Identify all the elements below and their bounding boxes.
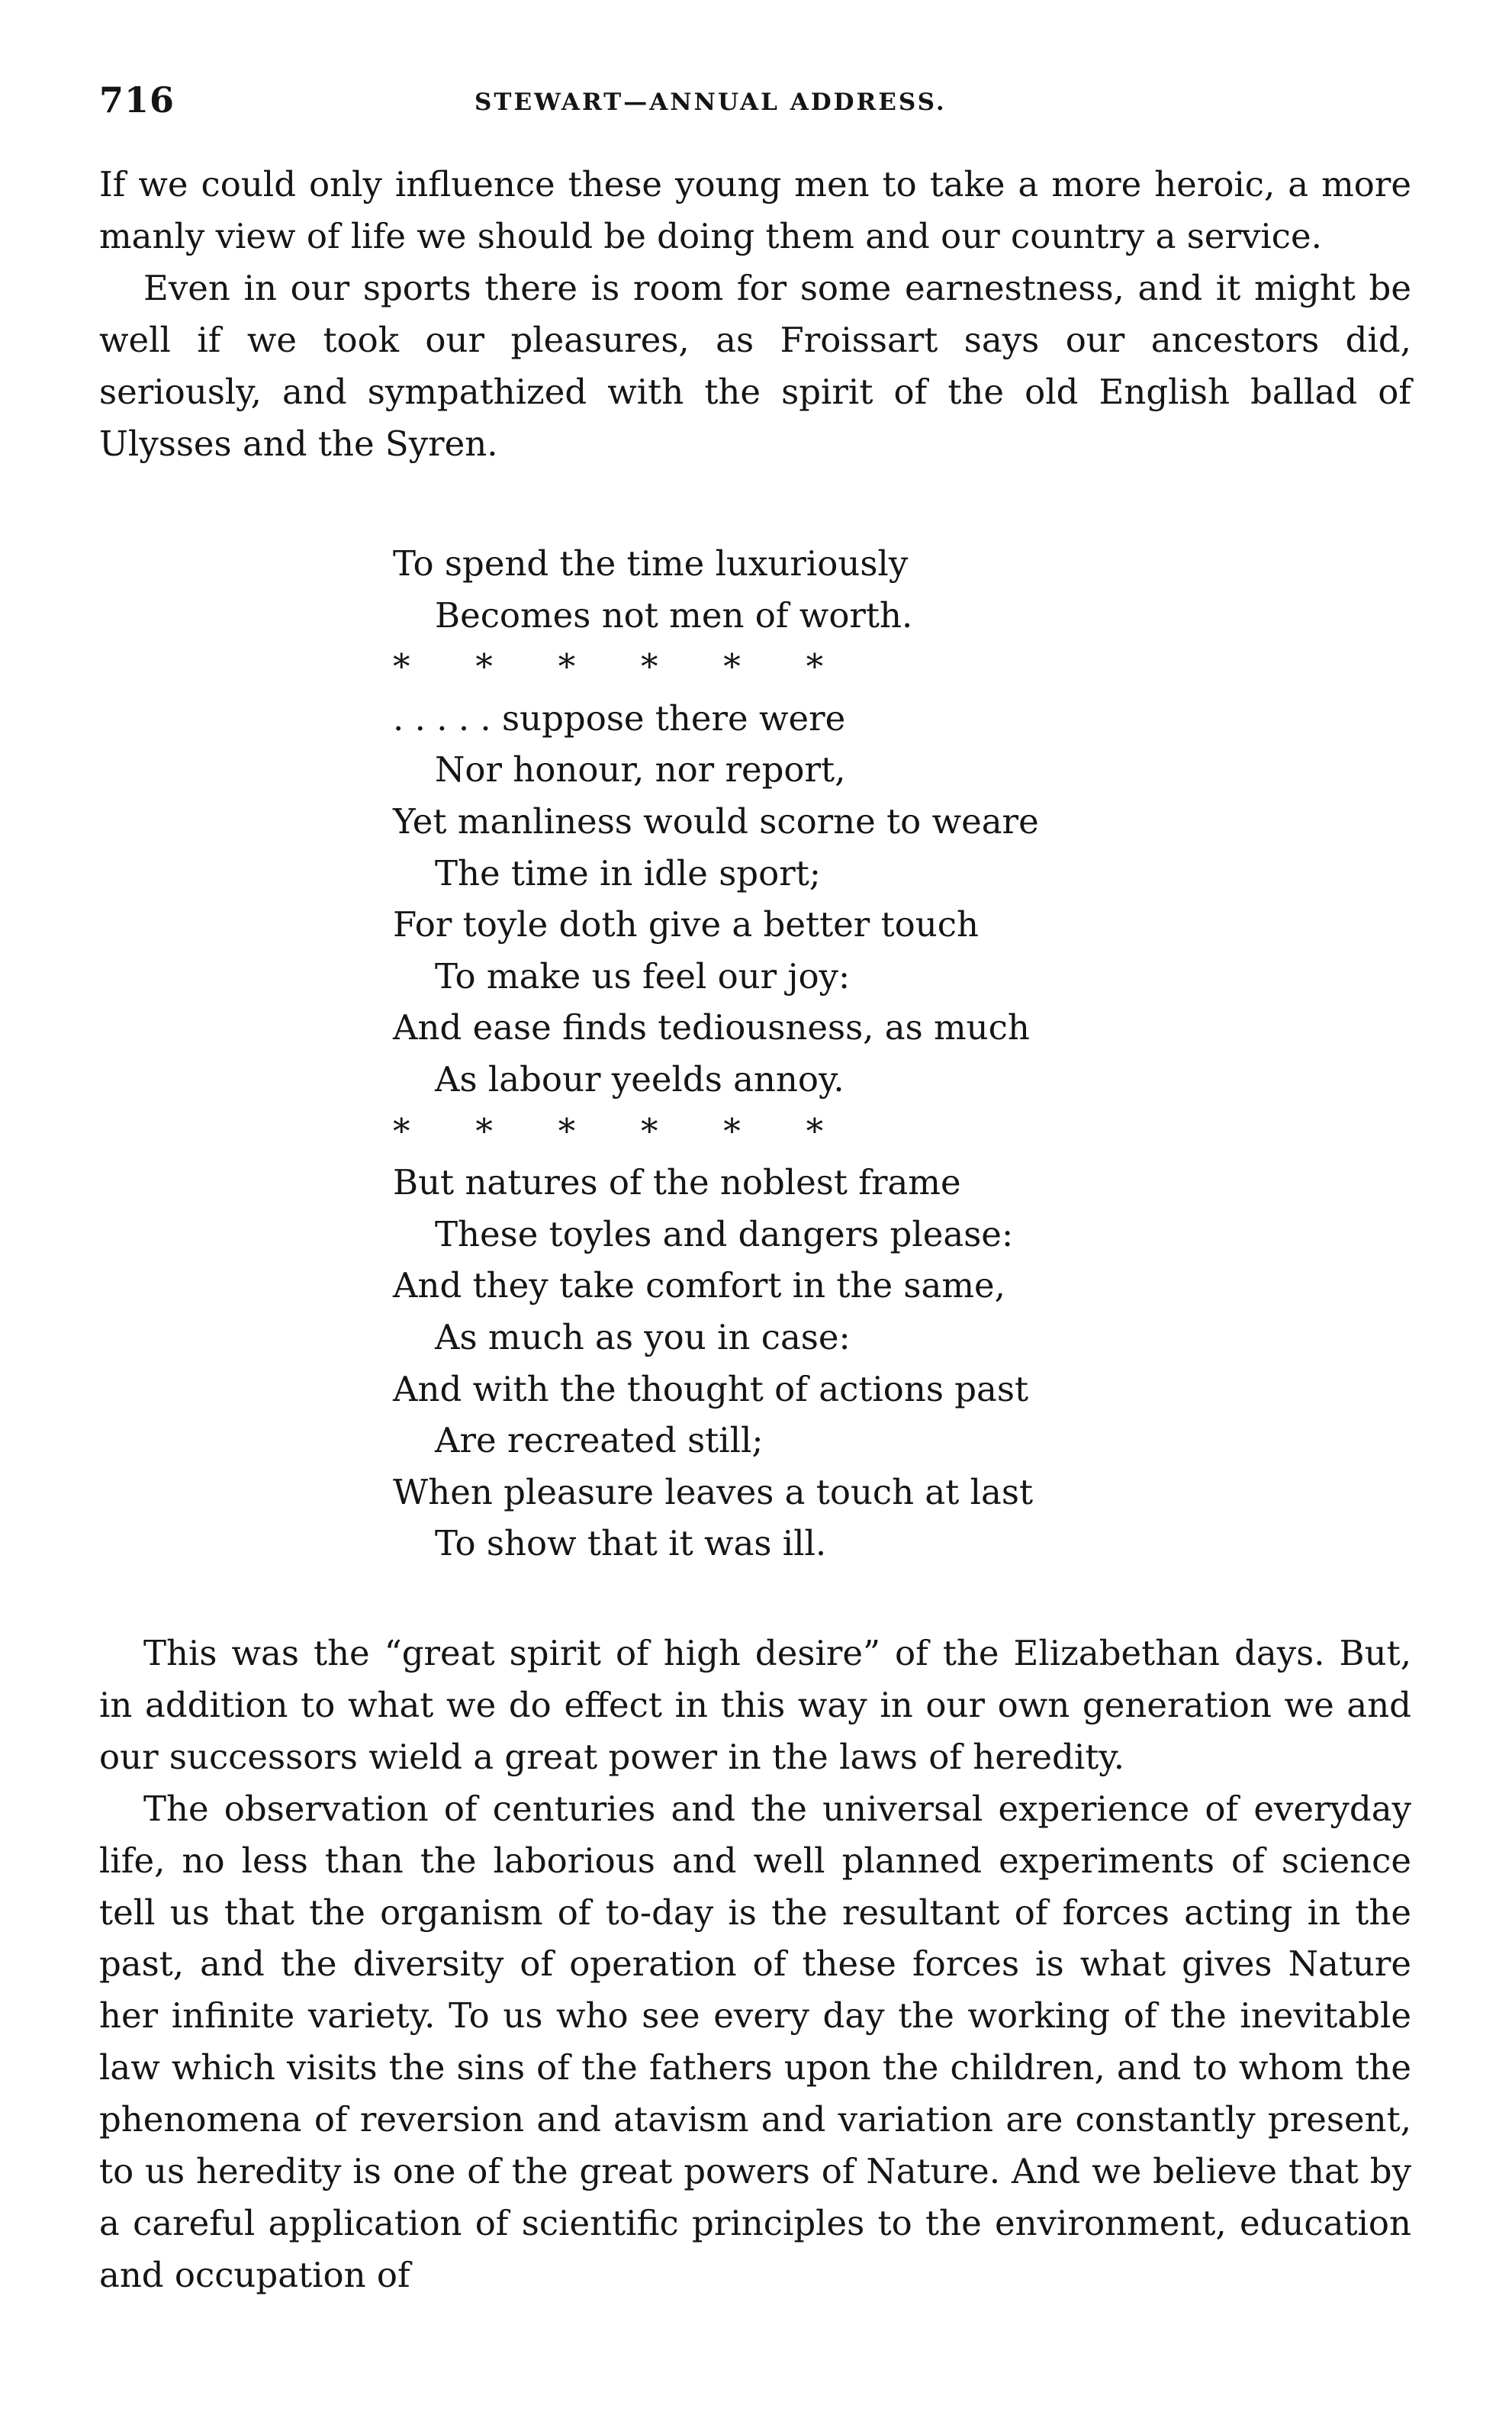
verse-line: For toyle doth give a better touch — [393, 904, 979, 945]
verse-line: The time in idle sport; — [435, 852, 821, 894]
verse-line: To spend the time luxuriously — [393, 543, 909, 584]
page-number: 716 — [99, 79, 175, 121]
verse-line: When pleasure leaves a touch at last — [393, 1471, 1034, 1512]
ballad-quotation — [393, 538, 1232, 1570]
verse-line: Becomes not men of worth. — [435, 594, 913, 636]
closing-paragraphs — [99, 1628, 1411, 2301]
paragraph: This was the “great spirit of high desire” of the Elizabethan days. But, in addition to what we do effect in this way in our own generation we and our successors wield a great power in the laws of heredity. — [99, 1633, 1411, 1777]
verse-line: . . . . . suppose there were — [393, 697, 846, 739]
verse-line: Nor honour, nor report, — [435, 749, 846, 791]
verse-line: As much as you in case: — [435, 1316, 851, 1357]
asterisk-separator: * * * * * * — [393, 1110, 824, 1151]
verse-line: To make us feel our joy: — [435, 955, 851, 997]
verse-line: Are recreated still; — [435, 1420, 764, 1461]
verse-line: As labour yeelds annoy. — [435, 1058, 844, 1100]
paragraph: If we could only influence these young men to take a more heroic, a more manly view of life we should be doing them and our country a service. — [99, 164, 1411, 256]
opening-paragraphs — [99, 159, 1411, 470]
verse-line: These toyles and dangers please: — [435, 1213, 1014, 1254]
verse-line: And they take comfort in the same, — [393, 1265, 1005, 1306]
verse-line: And with the thought of actions past — [393, 1368, 1029, 1409]
verse-line: Yet manliness would scorne to weare — [393, 800, 1039, 842]
paragraph: Even in our sports there is room for some earnestness, and it might be well if we took our pleasures, as Froissart says our ancestors did, seriously, and sympathized with the spirit of the old English ballad of Ulysses and the Syren. — [99, 268, 1411, 464]
verse-line: And ease finds tediousness, as much — [393, 1007, 1030, 1048]
verse-line: To show that it was ill. — [435, 1523, 827, 1564]
paragraph: The observation of centuries and the universal experience of everyday life, no less than the laborious and well planned experiments of science tell us that the organism of to-day is the resultant of forces acting in the past, and the diversity of operation of these forces is what gives Nature her infinite variety. To us who see every day the working of the inevitable law which visits the sins of the fathers upon the children, and to whom the phenomena of reversion and atavism and variation are constantly present, to us heredity is one of the great powers of Nature. And we believe that by a careful application of scientific principles to the environment, education and occupation of — [99, 1788, 1411, 2295]
running-head: STEWART—ANNUAL ADDRESS. — [475, 89, 947, 116]
page-header — [99, 79, 1411, 133]
asterisk-separator: * * * * * * — [393, 646, 824, 687]
verse-line: But natures of the noblest frame — [393, 1162, 961, 1203]
